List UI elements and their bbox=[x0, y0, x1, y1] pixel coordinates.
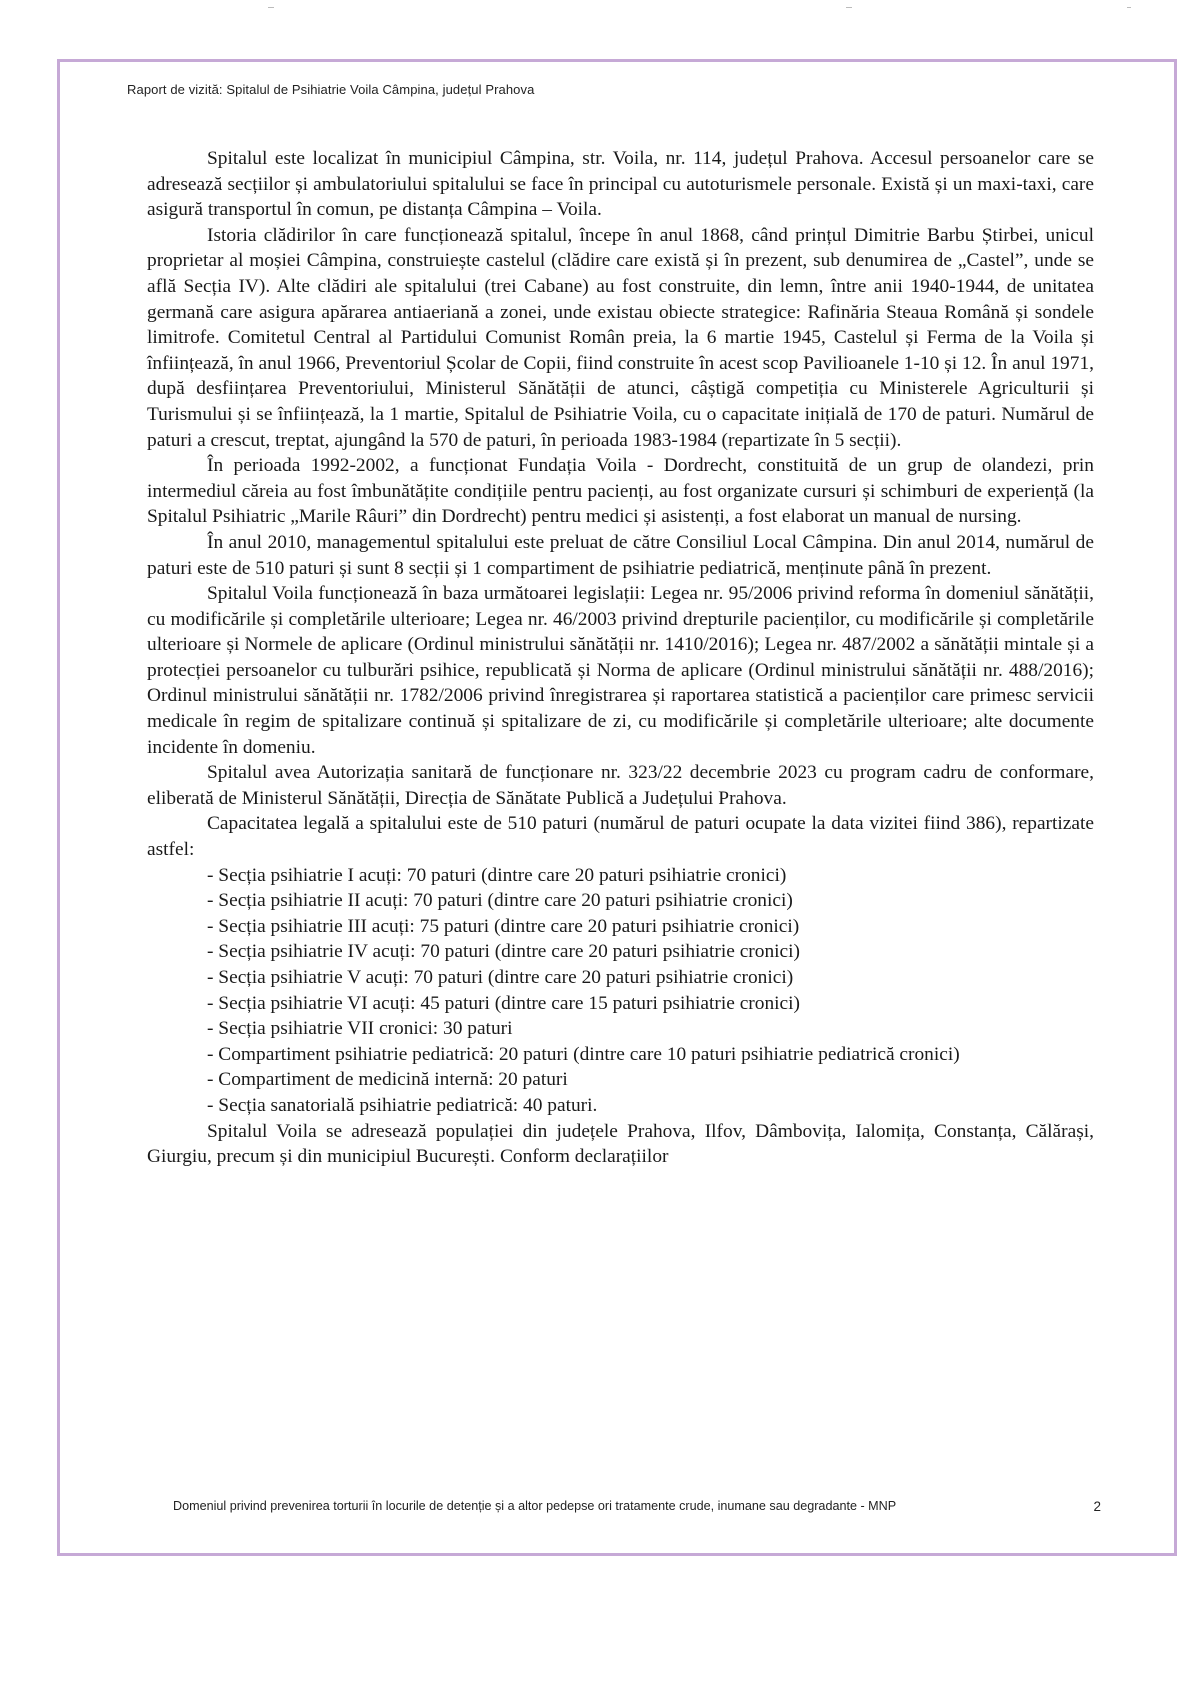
list-item: - Secția psihiatrie II acuți: 70 paturi (dintre care 20 paturi psihiatrie cronici) bbox=[207, 890, 793, 912]
list-item: - Compartiment de medicină internă: 20 paturi bbox=[207, 1069, 568, 1091]
paragraph-foundation: În perioada 1992-2002, a funcționat Fundația Voila - Dordrecht, constituită de un grup de olandezi, prin intermediul căreia au fost îmbunătățite condițiile pentru pacienți, au fost organizate cursuri și schimburi de experiență (la Spitalul Psihiatric „Marile Râuri” din Dordrecht) pentru medici și asistenți, a fost elaborat un manual de nursing. bbox=[147, 455, 1094, 528]
paragraph-location: Spitalul este localizat în municipiul Câmpina, str. Voila, nr. 114, județul Prahova. Accesul persoanelor care se adresează secțiilor și ambulatoriului spitalului se face în principal cu autoturismele personale. Există și un maxi-taxi, care asigură transportul în comun, pe distanța Câmpina – Voila. bbox=[147, 148, 1094, 221]
footer-text: Domeniul privind prevenirea torturii în locurile de detenție și a altor pedepse ori tratamente crude, inumane sau degradante - MNP bbox=[173, 1499, 897, 1513]
paragraph-capacity: Capacitatea legală a spitalului este de 510 paturi (numărul de paturi ocupate la data vizitei fiind 386), repartizate astfel: bbox=[147, 813, 1094, 861]
list-item: - Secția psihiatrie I acuți: 70 paturi (dintre care 20 paturi psihiatrie cronici) bbox=[207, 864, 787, 886]
scan-speck bbox=[846, 7, 852, 8]
page-footer bbox=[173, 1499, 1101, 1513]
page-header: Raport de vizită: Spitalul de Psihiatrie Voila Câmpina, județul Prahova bbox=[127, 82, 535, 97]
list-item: - Secția psihiatrie VII cronici: 30 paturi bbox=[207, 1018, 513, 1040]
paragraph-history: Istoria clădirilor în care funcționează spitalul, începe în anul 1868, când prințul Dimitrie Barbu Știrbei, unicul proprietar al moșiei Câmpina, construiește castelul (clădire care există și în prezent, sub denumirea de „Castel”, unde se află Secția IV). Alte clădiri ale spitalului (trei Cabane) au fost construite, din lemn, între anii 1940-1944, de unitatea germană care asigura apărarea antiaeriană a zonei, unde existau obiecte strategice: Rafinăria Steaua Română și sondele limitrofe. Comitetul Central al Partidului Comunist Român preia, la 6 martie 1945, Castelul și Ferma de la Voila și înființează, în anul 1966, Preventoriul Școlar de Copii, fiind construite în acest scop Pavilioanele 1-10 și 12. În anul 1971, după desființarea Preventoriului, Ministerul Sănătății de atunci, câștigă competiția cu Ministerele Agriculturii și Turismului și se înființează, la 1 martie, Spitalul de Psihiatrie Voila, cu o capacitate inițială de 170 de paturi. Numărul de paturi a crescut, treptat, ajungând la 570 de paturi, în perioada 1983-1984 (repartizate în 5 secții). bbox=[147, 224, 1094, 451]
paragraph-legislation: Spitalul Voila funcționează în baza următoarei legislații: Legea nr. 95/2006 privind reforma în domeniul sănătății, cu modificările și completările ulterioare; Legea nr. 46/2003 privind drepturile pacienților, cu modificările și completările ulterioare și Normele de aplicare (Ordinul ministrului sănătății nr. 1410/2016); Legea nr. 487/2002 a sănătății mintale și a protecției persoanelor cu tulburări psihice, republicată și Norma de aplicare (Ordinul ministrului sănătății nr. 488/2016); Ordinul ministrului sănătății nr. 1782/2006 privind înregistrarea și raportarea statistică a pacienților care primesc servicii medicale în regim de spitalizare continuă și spitalizare de zi, cu modificările și completările ulterioare; alte documente incidente în domeniu. bbox=[147, 583, 1094, 758]
paragraph-authorization: Spitalul avea Autorizația sanitară de funcționare nr. 323/22 decembrie 2023 cu program cadru de conformare, eliberată de Ministerul Sănătății, Direcția de Sănătate Publică a Județului Prahova. bbox=[147, 762, 1094, 809]
scan-speck bbox=[1127, 7, 1131, 8]
list-item: - Secția psihiatrie VI acuți: 45 paturi (dintre care 15 paturi psihiatrie cronici) bbox=[207, 992, 800, 1014]
list-item: - Secția sanatorială psihiatrie pediatrică: 40 paturi. bbox=[207, 1094, 598, 1116]
list-item: - Secția psihiatrie IV acuți: 70 paturi (dintre care 20 paturi psihiatrie cronici) bbox=[207, 941, 800, 963]
list-item: - Secția psihiatrie V acuți: 70 paturi (dintre care 20 paturi psihiatrie cronici) bbox=[207, 967, 794, 988]
list-item: - Compartiment psihiatrie pediatrică: 20 paturi (dintre care 10 paturi psihiatrie pediatrică cronici) bbox=[207, 1043, 960, 1065]
paragraph-management: În anul 2010, managementul spitalului este preluat de către Consiliul Local Câmpina. Din anul 2014, numărul de paturi este de 510 paturi și sunt 8 secții și 1 compartiment de psihiatrie pediatrică, menținute până în prezent. bbox=[147, 531, 1094, 579]
list-item: - Secția psihiatrie III acuți: 75 paturi (dintre care 20 paturi psihiatrie cronici) bbox=[207, 915, 800, 937]
scan-speck bbox=[268, 7, 274, 8]
page-number: 2 bbox=[1093, 1499, 1101, 1514]
bed-allocation-list bbox=[147, 863, 1094, 1119]
document-body bbox=[147, 146, 1094, 1170]
paragraph-population: Spitalul Voila se adresează populației din județele Prahova, Ilfov, Dâmbovița, Ialomița, Constanța, Călărași, Giurgiu, precum și din municipiul București. Conform declarațiilor bbox=[147, 1120, 1094, 1168]
